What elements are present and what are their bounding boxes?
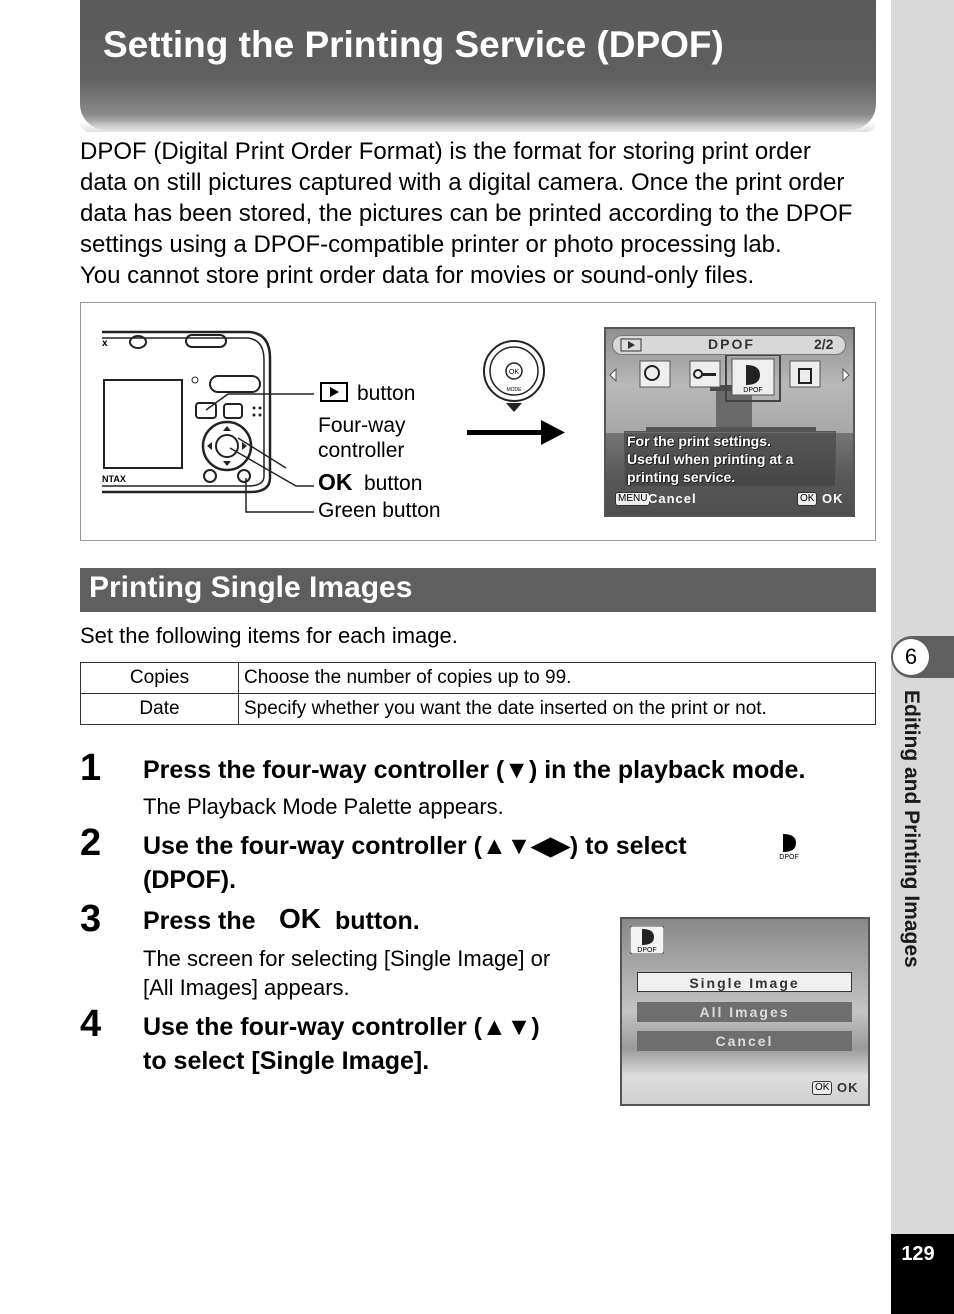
dial-mode-label: MODE [506, 387, 522, 393]
menu-option-single-image: Single Image [637, 972, 852, 992]
step-number: 3 [80, 898, 102, 940]
four-way-label: Four-way [318, 414, 406, 437]
camera-brand: NTAX [102, 474, 126, 484]
ok-tag: OK [797, 492, 817, 506]
playback-icon [320, 382, 348, 402]
chapter-number: 6 [893, 639, 929, 675]
intro-paragraph [80, 136, 880, 291]
intro-line: DPOF (Digital Print Order Format) is the format for storing print order [80, 138, 811, 165]
chevron-left-icon [610, 369, 616, 381]
playback-icon [620, 338, 642, 352]
playback-button-label: button [357, 382, 416, 405]
settings-table [80, 662, 876, 725]
intro-line: data has been stored, the pictures can be printed according to the DPOF [80, 200, 853, 227]
chevron-right-icon [843, 369, 849, 381]
table-cell-item: Copies [81, 663, 239, 694]
lcd-title: DPOF [708, 336, 755, 352]
step-text: Use the four-way controller (▲▼◀▶) to select [143, 832, 687, 860]
dpof-icon [774, 832, 804, 860]
section-lead: Set the following items for each image. [80, 623, 458, 648]
step-subtext: The screen for selecting [Single Image] or [143, 946, 551, 971]
table-cell-description: Specify whether you want the date inserted on the print or not. [239, 694, 876, 725]
chapter-label: Editing and Printing Images [900, 690, 923, 968]
step-text: Press the four-way controller (▼) in the playback mode. [143, 756, 806, 784]
intro-line: settings using a DPOF-compatible printer or photo processing lab. [80, 231, 782, 258]
lcd-ok-label: OK [837, 1080, 859, 1095]
page-number: 129 [901, 1243, 935, 1265]
dpof-icon-label: DPOF [743, 387, 763, 394]
ok-tag: OK [812, 1081, 832, 1095]
palette-icons [606, 355, 853, 403]
lcd-ok-label: OK [822, 491, 844, 506]
lcd-counter: 2/2 [814, 336, 834, 352]
intro-line: data on still pictures captured with a digital camera. Once the print order [80, 169, 845, 196]
lcd-message-line: For the print settings. [627, 433, 771, 449]
step-text: to select [Single Image]. [143, 1047, 430, 1075]
lcd-message-line: Useful when printing at a [627, 451, 794, 467]
dpof-icon-label: DPOF [779, 854, 799, 860]
step-text: (DPOF). [143, 866, 237, 894]
table-row [81, 694, 876, 725]
menu-tag: MENU [615, 492, 650, 506]
lcd-cancel-label: Cancel [648, 491, 697, 506]
step-subtext: The Playback Mode Palette appears. [143, 794, 504, 819]
step-text: Use the four-way controller (▲▼) [143, 1013, 540, 1041]
table-cell-description: Choose the number of copies up to 99. [239, 663, 876, 694]
intro-line: You cannot store print order data for movies or sound-only files. [80, 262, 755, 289]
menu-option-all-images: All Images [637, 1002, 852, 1022]
page-title: Setting the Printing Service (DPOF) [103, 24, 724, 65]
ok-symbol: OK [279, 903, 321, 934]
ok-button-label: button [364, 472, 423, 495]
step-number: 4 [80, 1003, 102, 1045]
green-button-label: Green button [318, 499, 441, 522]
step-number: 1 [80, 747, 102, 789]
svg-text:x: x [102, 338, 108, 349]
four-way-label-2: controller [318, 439, 405, 462]
dpof-icon-label: DPOF [637, 947, 657, 954]
table-cell-item: Date [81, 694, 239, 725]
table-row [81, 663, 876, 694]
step-subtext: [All Images] appears. [143, 975, 350, 1000]
lcd-message-line: printing service. [627, 469, 736, 485]
step-number: 2 [80, 822, 102, 864]
ok-symbol: OK [318, 469, 353, 495]
section-title: Printing Single Images [89, 571, 413, 604]
arrow-right-icon [467, 418, 567, 448]
dial-ok-label: OK [508, 369, 520, 376]
step-text: Press the [143, 907, 256, 935]
menu-option-cancel: Cancel [637, 1031, 852, 1051]
step-text: button. [335, 907, 420, 935]
dpof-icon [630, 926, 664, 954]
